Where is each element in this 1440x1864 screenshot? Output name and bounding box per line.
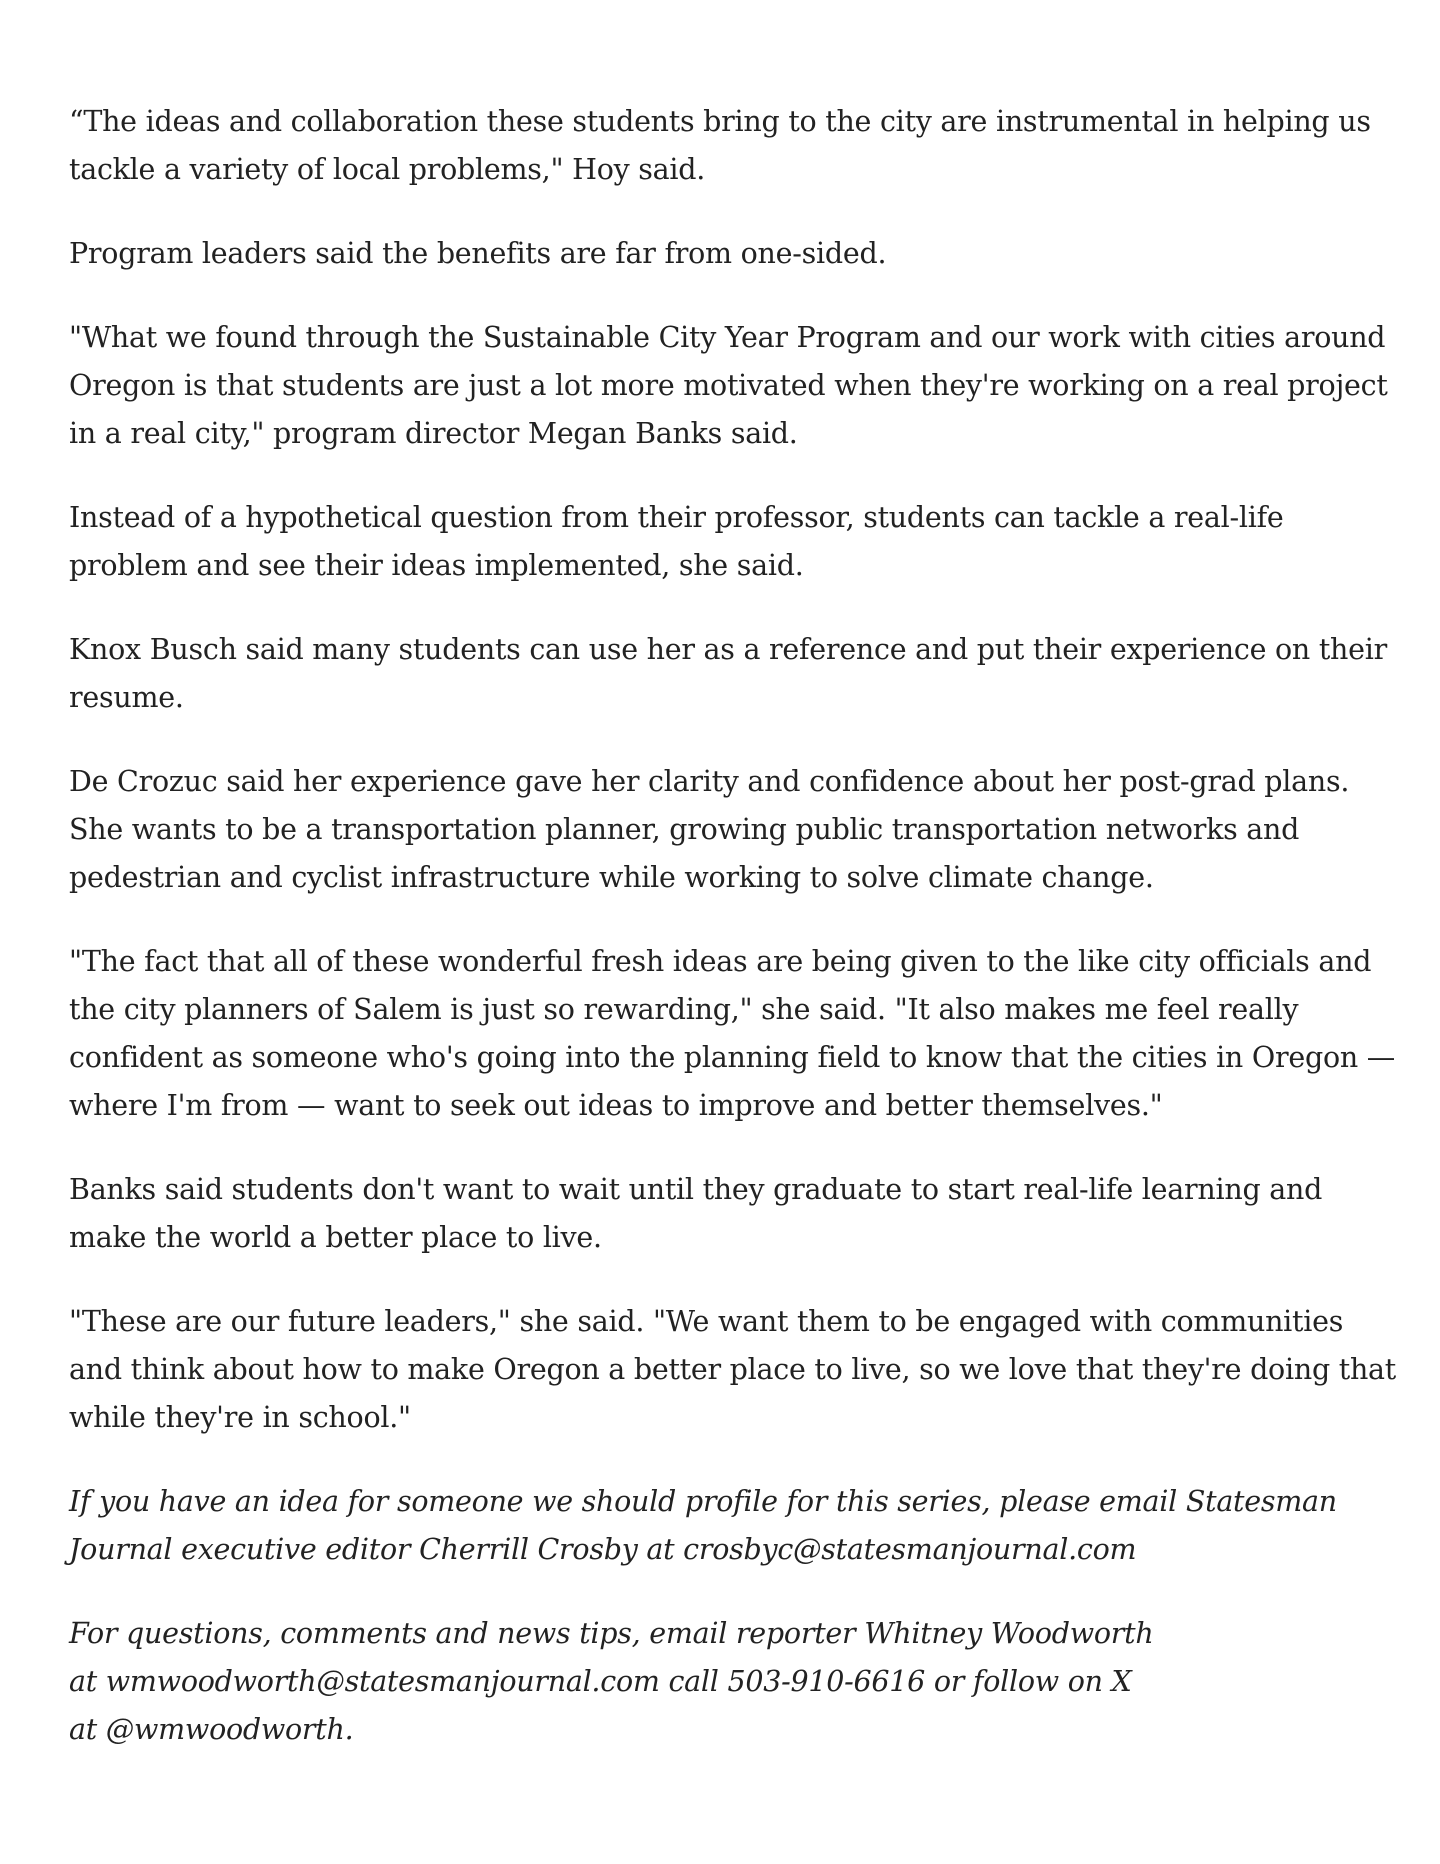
paragraph-knox-busch: Knox Busch said many students can use her as a reference and put their experience on their resume. — [69, 633, 1388, 714]
contact-line: at wmwoodworth@statesmanjournal.com call 503-910-6616 or follow on X — [69, 1665, 1132, 1698]
paragraph-real-life-problem: Instead of a hypothetical question from their professor, students can tackle a real-life problem and see their ideas implemented, she said. — [69, 501, 1284, 582]
profile-note: If you have an idea for someone we should profile for this series, please email Statesman Journal executive editor Cherrill Crosby at crosbyc@statesmanjournal.com — [69, 1485, 1337, 1566]
contact-line: at @wmwoodworth. — [69, 1713, 354, 1746]
paragraph-banks-quote: "What we found through the Sustainable City Year Program and our work with cities around Oregon is that students are just a lot more motivated when they're working on a real project in a real city," program director Megan Banks said. — [69, 321, 1388, 450]
contact-line: For questions, comments and news tips, email reporter Whitney Woodworth — [69, 1617, 1154, 1650]
paragraph-benefits: Program leaders said the benefits are far from one-sided. — [69, 237, 887, 270]
paragraph-banks-learning: Banks said students don't want to wait until they graduate to start real-life learning and make the world a better place to live. — [69, 1173, 1323, 1254]
paragraph-future-leaders: "These are our future leaders," she said. "We want them to be engaged with communities and think about how to make Oregon a better place to live, so we love that they're doing that while they're in school." — [69, 1305, 1396, 1434]
article-body — [69, 98, 1399, 1790]
paragraph-de-crozuc: De Crozuc said her experience gave her clarity and confidence about her post-grad plans. She wants to be a transportation planner, growing public transportation networks and pedestrian and cyclist infrastructure while working to solve climate change. — [69, 765, 1350, 894]
contact-info — [69, 1610, 1399, 1754]
paragraph-de-crozuc-quote: "The fact that all of these wonderful fresh ideas are being given to the like city officials and the city planners of Salem is just so rewarding," she said. "It also makes me feel really confident as someone who's going into the planning field to know that the cities in Oregon — where I'm from — want to seek out ideas to improve and better themselves." — [69, 945, 1396, 1122]
paragraph-hoy-quote: “The ideas and collaboration these students bring to the city are instrumental in helping us tackle a variety of local problems," Hoy said. — [69, 105, 1371, 186]
